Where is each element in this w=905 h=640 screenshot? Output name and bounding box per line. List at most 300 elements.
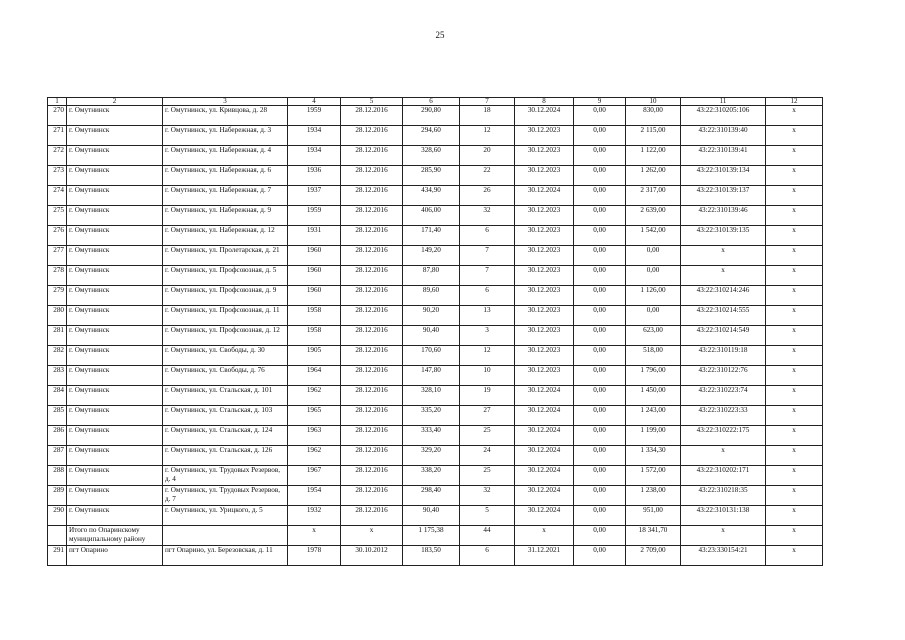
col10-cell: 18 341,70 [626,526,681,546]
col9-cell: 0,00 [574,406,626,426]
table-row [48,226,823,246]
deadline-cell: 30.12.2023 [515,206,574,226]
settlement-cell: г. Омутнинск [67,386,163,406]
flats-cell: 6 [460,226,515,246]
table-row [48,366,823,386]
col12-cell: x [766,166,823,186]
col12-cell: x [766,286,823,306]
row-number: 291 [48,546,67,566]
deadline-cell: 30.12.2023 [515,286,574,306]
cadastre-cell: 43:22:310119:18 [681,346,766,366]
address-cell: г. Омутнинск, ул. Урицкого, д. 5 [163,506,288,526]
deadline-cell: x [515,526,574,546]
cadastre-cell: 43:22:310139:134 [681,166,766,186]
deadline-cell: 30.12.2023 [515,226,574,246]
cadastre-cell: x [681,246,766,266]
table-row [48,546,823,566]
col9-cell: 0,00 [574,186,626,206]
area-cell: 290,80 [403,106,460,126]
area-cell: 89,60 [403,286,460,306]
flats-cell: 13 [460,306,515,326]
col12-cell: x [766,146,823,166]
page-number: 25 [435,30,445,40]
col9-cell: 0,00 [574,146,626,166]
flats-cell: 32 [460,486,515,506]
cadastre-cell: 43:22:310122:76 [681,366,766,386]
area-cell: 329,20 [403,446,460,466]
col10-cell: 1 122,00 [626,146,681,166]
deadline-cell: 30.12.2024 [515,426,574,446]
row-number: 270 [48,106,67,126]
address-cell: г. Омутнинск, ул. Стальская, д. 126 [163,446,288,466]
cadastre-cell: x [681,526,766,546]
year-cell: 1960 [288,246,341,266]
deadline-cell: 30.12.2023 [515,326,574,346]
date-cell: 28.12.2016 [341,486,403,506]
col9-cell: 0,00 [574,306,626,326]
col12-cell: x [766,246,823,266]
row-number: 285 [48,406,67,426]
settlement-cell: Итого по Опаринскому муниципальному району [67,526,163,546]
row-number: 272 [48,146,67,166]
cadastre-cell: 43:22:310139:41 [681,146,766,166]
col9-cell: 0,00 [574,346,626,366]
area-cell: 90,40 [403,506,460,526]
header-cell: 1 [48,98,67,106]
year-cell: 1962 [288,386,341,406]
header-cell: 6 [403,98,460,106]
cadastre-cell: 43:22:310214:549 [681,326,766,346]
row-number: 286 [48,426,67,446]
year-cell: 1965 [288,406,341,426]
date-cell: 28.12.2016 [341,246,403,266]
flats-cell: 26 [460,186,515,206]
header-cell: 5 [341,98,403,106]
col9-cell: 0,00 [574,266,626,286]
cadastre-cell: x [681,266,766,286]
settlement-cell: г. Омутнинск [67,346,163,366]
address-cell [163,526,288,546]
row-number: 289 [48,486,67,506]
deadline-cell: 30.12.2023 [515,306,574,326]
settlement-cell: г. Омутнинск [67,426,163,446]
col10-cell: 951,00 [626,506,681,526]
date-cell: 28.12.2016 [341,146,403,166]
col10-cell: 1 243,00 [626,406,681,426]
flats-cell: 10 [460,366,515,386]
date-cell: 28.12.2016 [341,106,403,126]
col10-cell: 0,00 [626,266,681,286]
date-cell: 28.12.2016 [341,286,403,306]
area-cell: 333,40 [403,426,460,446]
year-cell: x [288,526,341,546]
header-cell: 9 [574,98,626,106]
date-cell: 28.12.2016 [341,326,403,346]
area-cell: 298,40 [403,486,460,506]
table-row [48,186,823,206]
table-row [48,466,823,486]
header-cell: 10 [626,98,681,106]
settlement-cell: г. Омутнинск [67,366,163,386]
address-cell: г. Омутнинск, ул. Набережная, д. 7 [163,186,288,206]
area-cell: 171,40 [403,226,460,246]
col9-cell: 0,00 [574,206,626,226]
address-cell: г. Омутнинск, ул. Профсоюзная, д. 5 [163,266,288,286]
housing-table [47,97,823,566]
col12-cell: x [766,426,823,446]
col9-cell: 0,00 [574,546,626,566]
row-number: 276 [48,226,67,246]
col10-cell: 1 572,00 [626,466,681,486]
col12-cell: x [766,406,823,426]
year-cell: 1934 [288,126,341,146]
year-cell: 1931 [288,226,341,246]
settlement-cell: г. Омутнинск [67,186,163,206]
area-cell: 183,50 [403,546,460,566]
row-number: 282 [48,346,67,366]
date-cell: 28.12.2016 [341,426,403,446]
date-cell: 28.12.2016 [341,266,403,286]
address-cell: г. Омутнинск, ул. Стальская, д. 124 [163,426,288,446]
flats-cell: 6 [460,546,515,566]
deadline-cell: 30.12.2023 [515,126,574,146]
flats-cell: 12 [460,346,515,366]
settlement-cell: г. Омутнинск [67,106,163,126]
cadastre-cell: 43:23:330154:21 [681,546,766,566]
table-row [48,286,823,306]
year-cell: 1936 [288,166,341,186]
deadline-cell: 30.12.2024 [515,446,574,466]
row-number [48,526,67,546]
year-cell: 1954 [288,486,341,506]
flats-cell: 32 [460,206,515,226]
date-cell: 30.10.2012 [341,546,403,566]
row-number: 275 [48,206,67,226]
date-cell: 28.12.2016 [341,186,403,206]
cadastre-cell: 43:22:310222:175 [681,426,766,446]
flats-cell: 27 [460,406,515,426]
table-row [48,426,823,446]
flats-cell: 44 [460,526,515,546]
row-number: 273 [48,166,67,186]
col10-cell: 518,00 [626,346,681,366]
settlement-cell: г. Омутнинск [67,326,163,346]
col10-cell: 1 262,00 [626,166,681,186]
cadastre-cell: 43:22:310223:33 [681,406,766,426]
year-cell: 1963 [288,426,341,446]
row-number: 274 [48,186,67,206]
date-cell: 28.12.2016 [341,506,403,526]
row-number: 278 [48,266,67,286]
table-row [48,486,823,506]
address-cell: г. Омутнинск, ул. Кривцова, д. 28 [163,106,288,126]
header-cell: 3 [163,98,288,106]
col9-cell: 0,00 [574,526,626,546]
address-cell: г. Омутнинск, ул. Профсоюзная, д. 12 [163,326,288,346]
col10-cell: 2 709,00 [626,546,681,566]
flats-cell: 18 [460,106,515,126]
settlement-cell: г. Омутнинск [67,406,163,426]
header-row [48,98,823,106]
settlement-cell: г. Омутнинск [67,146,163,166]
deadline-cell: 30.12.2023 [515,246,574,266]
flats-cell: 24 [460,446,515,466]
cadastre-cell: 43:22:310139:46 [681,206,766,226]
settlement-cell: пгт Опарино [67,546,163,566]
settlement-cell: г. Омутнинск [67,266,163,286]
address-cell: г. Омутнинск, ул. Набережная, д. 6 [163,166,288,186]
col10-cell: 1 796,00 [626,366,681,386]
year-cell: 1959 [288,206,341,226]
header-cell: 7 [460,98,515,106]
row-number: 279 [48,286,67,306]
col12-cell: x [766,306,823,326]
date-cell: 28.12.2016 [341,466,403,486]
col10-cell: 2 639,00 [626,206,681,226]
table-row [48,146,823,166]
address-cell: г. Омутнинск, ул. Профсоюзная, д. 9 [163,286,288,306]
year-cell: 1958 [288,326,341,346]
table-row [48,326,823,346]
flats-cell: 7 [460,266,515,286]
address-cell: г. Омутнинск, ул. Трудовых Резервов, д. 7 [163,486,288,506]
table-row [48,206,823,226]
table-row [48,446,823,466]
row-number: 283 [48,366,67,386]
table-row [48,306,823,326]
table-row [48,266,823,286]
row-number: 277 [48,246,67,266]
deadline-cell: 30.12.2024 [515,106,574,126]
col12-cell: x [766,446,823,466]
year-cell: 1905 [288,346,341,366]
col9-cell: 0,00 [574,326,626,346]
year-cell: 1964 [288,366,341,386]
flats-cell: 3 [460,326,515,346]
cadastre-cell: 43:22:310139:135 [681,226,766,246]
date-cell: 28.12.2016 [341,346,403,366]
cadastre-cell: 43:22:310202:171 [681,466,766,486]
area-cell: 87,80 [403,266,460,286]
area-cell: 1 175,38 [403,526,460,546]
col9-cell: 0,00 [574,226,626,246]
header-cell: 11 [681,98,766,106]
header-cell: 12 [766,98,823,106]
deadline-cell: 30.12.2024 [515,486,574,506]
row-number: 284 [48,386,67,406]
flats-cell: 20 [460,146,515,166]
date-cell: 28.12.2016 [341,406,403,426]
settlement-cell: г. Омутнинск [67,126,163,146]
settlement-cell: г. Омутнинск [67,246,163,266]
col10-cell: 0,00 [626,306,681,326]
date-cell: 28.12.2016 [341,166,403,186]
col12-cell: x [766,526,823,546]
table-row [48,166,823,186]
col12-cell: x [766,326,823,346]
settlement-cell: г. Омутнинск [67,206,163,226]
address-cell: г. Омутнинск, ул. Свободы, д. 76 [163,366,288,386]
area-cell: 170,60 [403,346,460,366]
col12-cell: x [766,466,823,486]
table-row [48,526,823,546]
address-cell: г. Омутнинск, ул. Свободы, д. 30 [163,346,288,366]
col10-cell: 0,00 [626,246,681,266]
address-cell: г. Омутнинск, ул. Набережная, д. 4 [163,146,288,166]
col9-cell: 0,00 [574,466,626,486]
settlement-cell: г. Омутнинск [67,286,163,306]
col12-cell: x [766,546,823,566]
year-cell: 1960 [288,286,341,306]
settlement-cell: г. Омутнинск [67,466,163,486]
deadline-cell: 30.12.2024 [515,466,574,486]
settlement-cell: г. Омутнинск [67,446,163,466]
cadastre-cell: 43:22:310218:35 [681,486,766,506]
year-cell: 1967 [288,466,341,486]
area-cell: 285,90 [403,166,460,186]
row-number: 290 [48,506,67,526]
col12-cell: x [766,346,823,366]
area-cell: 147,80 [403,366,460,386]
row-number: 281 [48,326,67,346]
year-cell: 1959 [288,106,341,126]
cadastre-cell: 43:22:310223:74 [681,386,766,406]
col10-cell: 1 126,00 [626,286,681,306]
address-cell: г. Омутнинск, ул. Пролетарская, д. 21 [163,246,288,266]
flats-cell: 6 [460,286,515,306]
settlement-cell: г. Омутнинск [67,506,163,526]
address-cell: г. Омутнинск, ул. Стальская, д. 101 [163,386,288,406]
area-cell: 90,40 [403,326,460,346]
col12-cell: x [766,366,823,386]
year-cell: 1934 [288,146,341,166]
deadline-cell: 30.12.2024 [515,186,574,206]
table-row [48,386,823,406]
col12-cell: x [766,126,823,146]
flats-cell: 25 [460,466,515,486]
col12-cell: x [766,486,823,506]
col12-cell: x [766,386,823,406]
date-cell: 28.12.2016 [341,206,403,226]
date-cell: 28.12.2016 [341,366,403,386]
date-cell: 28.12.2016 [341,126,403,146]
col10-cell: 1 450,00 [626,386,681,406]
date-cell: 28.12.2016 [341,386,403,406]
col10-cell: 1 542,00 [626,226,681,246]
date-cell: 28.12.2016 [341,306,403,326]
area-cell: 294,60 [403,126,460,146]
year-cell: 1978 [288,546,341,566]
year-cell: 1958 [288,306,341,326]
address-cell: г. Омутнинск, ул. Профсоюзная, д. 11 [163,306,288,326]
deadline-cell: 31.12.2021 [515,546,574,566]
flats-cell: 7 [460,246,515,266]
col9-cell: 0,00 [574,286,626,306]
header-cell: 8 [515,98,574,106]
address-cell: г. Омутнинск, ул. Набережная, д. 3 [163,126,288,146]
col9-cell: 0,00 [574,366,626,386]
col9-cell: 0,00 [574,446,626,466]
col10-cell: 1 238,00 [626,486,681,506]
table-row [48,406,823,426]
cadastre-cell: 43:22:310139:137 [681,186,766,206]
col10-cell: 830,00 [626,106,681,126]
col10-cell: 1 199,00 [626,426,681,446]
table-row [48,106,823,126]
deadline-cell: 30.12.2023 [515,346,574,366]
date-cell: x [341,526,403,546]
header-cell: 4 [288,98,341,106]
col9-cell: 0,00 [574,386,626,406]
date-cell: 28.12.2016 [341,446,403,466]
col10-cell: 1 334,30 [626,446,681,466]
flats-cell: 25 [460,426,515,446]
col9-cell: 0,00 [574,486,626,506]
row-number: 271 [48,126,67,146]
settlement-cell: г. Омутнинск [67,306,163,326]
area-cell: 90,20 [403,306,460,326]
date-cell: 28.12.2016 [341,226,403,246]
deadline-cell: 30.12.2024 [515,386,574,406]
cadastre-cell: 43:22:310205:106 [681,106,766,126]
settlement-cell: г. Омутнинск [67,166,163,186]
col9-cell: 0,00 [574,166,626,186]
area-cell: 338,20 [403,466,460,486]
year-cell: 1932 [288,506,341,526]
col9-cell: 0,00 [574,106,626,126]
flats-cell: 12 [460,126,515,146]
cadastre-cell: 43:22:310214:246 [681,286,766,306]
area-cell: 328,10 [403,386,460,406]
col9-cell: 0,00 [574,506,626,526]
deadline-cell: 30.12.2024 [515,506,574,526]
col12-cell: x [766,206,823,226]
table-row [48,126,823,146]
deadline-cell: 30.12.2023 [515,366,574,386]
address-cell: пгт Опарино, ул. Березовская, д. 11 [163,546,288,566]
address-cell: г. Омутнинск, ул. Набережная, д. 9 [163,206,288,226]
flats-cell: 5 [460,506,515,526]
table-row [48,346,823,366]
col10-cell: 2 317,00 [626,186,681,206]
cadastre-cell: 43:22:310139:40 [681,126,766,146]
col12-cell: x [766,506,823,526]
address-cell: г. Омутнинск, ул. Трудовых Резервов, д. 4 [163,466,288,486]
col10-cell: 2 115,00 [626,126,681,146]
col9-cell: 0,00 [574,426,626,446]
col10-cell: 623,00 [626,326,681,346]
col12-cell: x [766,266,823,286]
settlement-cell: г. Омутнинск [67,226,163,246]
header-cell: 2 [67,98,163,106]
col12-cell: x [766,186,823,206]
area-cell: 406,00 [403,206,460,226]
deadline-cell: 30.12.2023 [515,266,574,286]
col9-cell: 0,00 [574,246,626,266]
address-cell: г. Омутнинск, ул. Стальская, д. 103 [163,406,288,426]
row-number: 288 [48,466,67,486]
area-cell: 149,20 [403,246,460,266]
col9-cell: 0,00 [574,126,626,146]
col12-cell: x [766,226,823,246]
address-cell: г. Омутнинск, ул. Набережная, д. 12 [163,226,288,246]
year-cell: 1960 [288,266,341,286]
cadastre-cell: 43:22:310214:555 [681,306,766,326]
flats-cell: 22 [460,166,515,186]
row-number: 280 [48,306,67,326]
table-row [48,246,823,266]
table-row [48,506,823,526]
